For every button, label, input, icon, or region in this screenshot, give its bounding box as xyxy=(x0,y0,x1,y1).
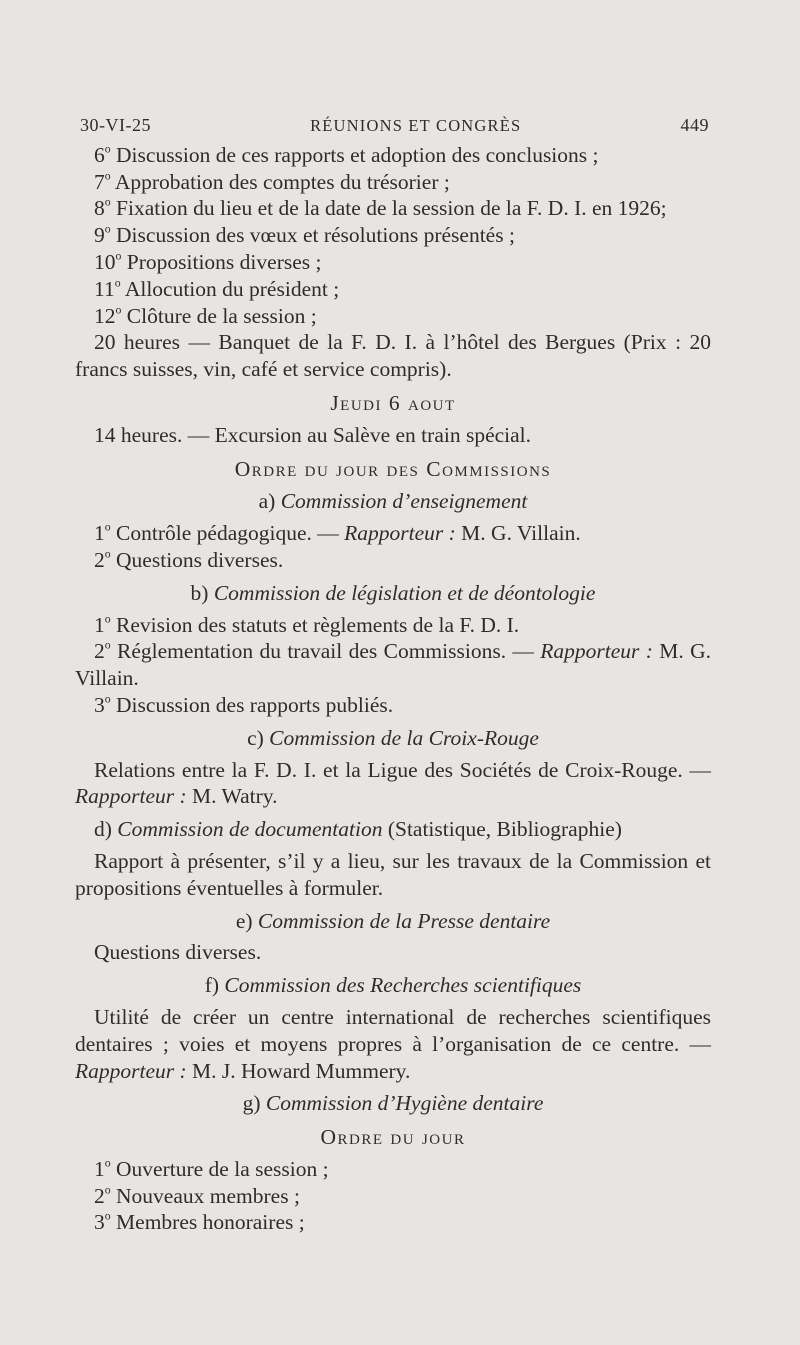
commission-g-subheading: Ordre du jour xyxy=(320,1125,466,1150)
header-title: RÉUNIONS ET CONGRÈS xyxy=(310,116,522,135)
commission-a-heading: a) Commission d’enseignement xyxy=(258,489,528,514)
commission-c-heading: c) Commission de la Croix-Rouge xyxy=(247,725,539,750)
commission-f-heading: f) Commission des Recherches scientifiques xyxy=(204,973,582,998)
list-item: 3$^o$ Discussion des rapports publiés. xyxy=(94,691,394,717)
commission-e-heading: e) Commission de la Presse dentaire xyxy=(235,908,551,933)
top-items-list xyxy=(75,142,711,330)
list-item: 9$^o$ Discussion des vœux et résolutions présentés ; xyxy=(94,221,515,248)
list-item: 2$^o$ Questions diverses. xyxy=(94,546,284,572)
list-item: 7$^o$ Approbation des comptes du trésorier ; xyxy=(94,168,450,194)
commission-d-paragraph: Rapport à présenter, s’il y a lieu, sur les travaux de la Commission et propositions éventuelles à formuler. xyxy=(75,848,711,900)
list-item: 11$^o$ Allocution du président ; xyxy=(94,275,340,301)
header-date: 30-VI-25 xyxy=(80,115,151,135)
excursion-paragraph: 14 heures. — Excursion au Salève en train spécial. xyxy=(94,422,532,447)
commission-c-paragraph: Relations entre la F. D. I. et la Ligue des Sociétés de Croix-Rouge. — Rapporteur : M. Watry. xyxy=(75,757,711,809)
list-item: 12$^o$ Clôture de la session ; xyxy=(94,302,317,328)
list-item: 2$^o$ Réglementation du travail des Commissions. — Rapporteur : M. G. Villain. xyxy=(75,637,711,691)
commission-b-heading: b) Commission de législation et de déontologie xyxy=(190,580,596,605)
list-item: 2$^o$ Nouveaux membres ; xyxy=(94,1182,300,1208)
banquet-paragraph: 20 heures — Banquet de la F. D. I. à l’hôtel des Bergues (Prix : 20 francs suisses, vin, café et service compris). xyxy=(75,330,711,382)
thursday-heading: Jeudi 6 aout xyxy=(330,390,456,415)
page-content xyxy=(75,112,711,1236)
commission-g-heading: g) Commission d’Hygiène dentaire xyxy=(242,1091,544,1116)
list-item: 8$^o$ Fixation du lieu et de la date de la session de la F. D. I. en 1926; xyxy=(94,194,667,221)
commission-f-paragraph: Utilité de créer un centre international de recherches scientifiques dentaires ; voies et moyens propres à l’organisation de ce centre. — Rapporteur : M. J. Howard Mummery. xyxy=(75,1004,711,1083)
list-item: 3$^o$ Membres honoraires ; xyxy=(94,1209,305,1235)
commission-e-paragraph: Questions diverses. xyxy=(94,940,262,965)
list-item: 6$^o$ Discussion de ces rapports et adoption des conclusions ; xyxy=(94,141,599,167)
list-item: 10$^o$ Propositions diverses ; xyxy=(94,248,322,274)
page-number: 449 xyxy=(680,115,709,135)
list-item: 1$^o$ Contrôle pédagogique. — Rapporteur : M. G. Villain. xyxy=(94,519,581,546)
commission-d-heading: d) Commission de documentation (Statistique, Bibliographie) xyxy=(94,817,622,842)
commissions-heading: Ordre du jour des Commissions xyxy=(234,456,552,481)
running-header xyxy=(75,112,711,140)
list-item: 1$^o$ Revision des statuts et règlements de la F. D. I. xyxy=(94,611,520,637)
list-item: 1$^o$ Ouverture de la session ; xyxy=(94,1155,329,1181)
